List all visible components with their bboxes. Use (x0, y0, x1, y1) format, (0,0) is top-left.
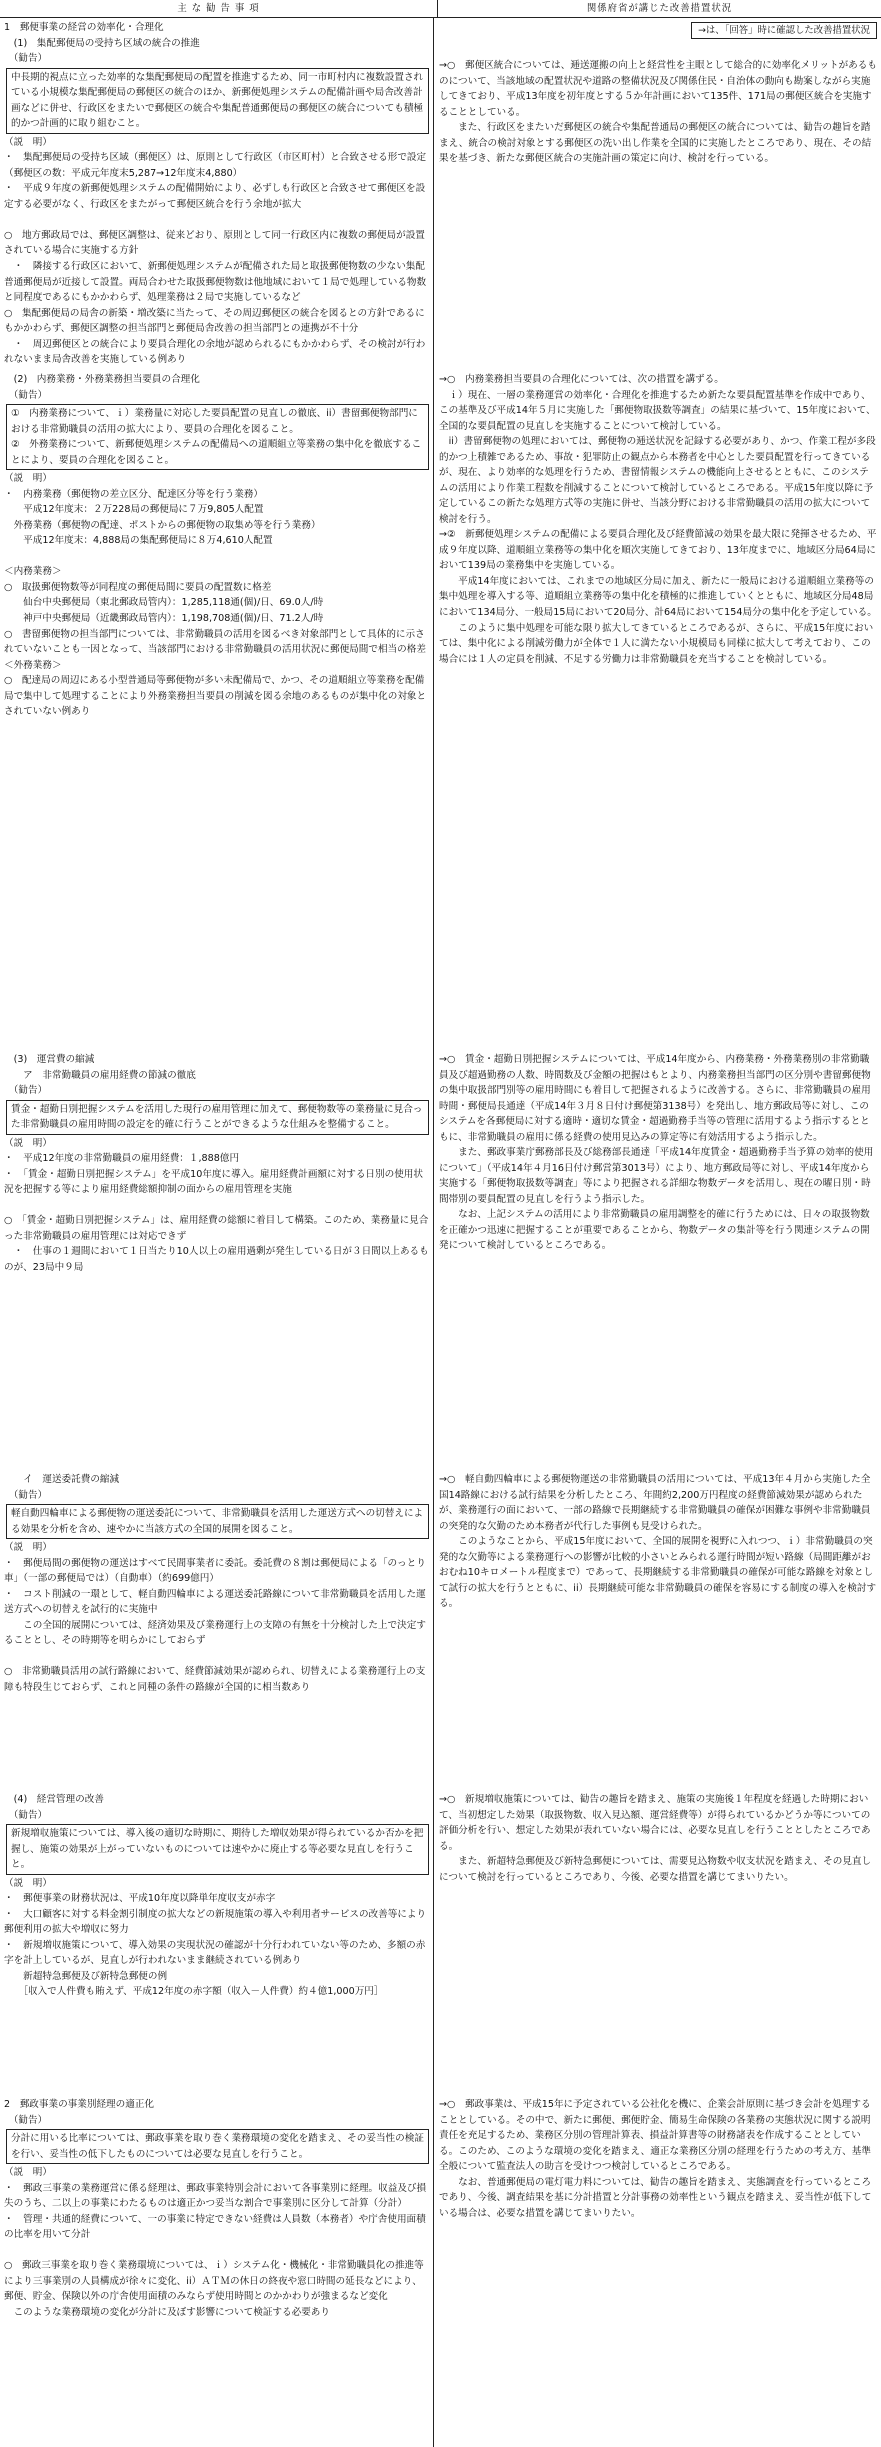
left-column-title: 主 な 勧 告 事 項 (0, 0, 438, 17)
explanation-text: （説 明） ・ 平成12年度の非常勤職員の雇用経費：１,888億円 ・ 「賃金・超勤日別把握システム」を平成10年度に導入。雇用経費計画額に対する日別の使用状況を把握する等により雇用経費総額抑制の面からの雇用管理を実施 ○ 「賃金・超勤日別把握システム」は、雇用経費の総額に着目して構築。このため、業務量に見合った非常勤職員の雇用管理には対応できず ・ 仕事の１週間において１日当たり10人以上の雇用過剰が発生している日が３日間以上あるものが、23局中９局 (4, 1137, 429, 1273)
recommendation-box: ① 内務業務について、ｉ）業務量に対応した要員配置の見直しの徹底、ii）書留郵便物部門における非常勤職員の活用の拡大により、要員の合理化を図ること。 ② 外務業務について、新郵便処理システムの配備局への道順組立等業務の集中化を徹底することにより、要員の合理化を図ること。 (6, 404, 429, 470)
section-1-4 (4, 1792, 431, 2097)
explanation-text: （説 明） ・ 郵政三事業の業務運営に係る経理は、郵政事業特別会計において各事業別に経理。収益及び損失のうち、二以上の事業にわたるものは適正かつ妥当な割合で事業別に区分して計算（分計） ・ 管理・共通的経費について、一の事業に特定できない経費は人員数（本務者）や庁舎使用面積の比率を用いて分計 ○ 郵政三事業を取り巻く業務環境については、ｉ）システム化・機械化・非常勤職員化の推進等により三事業別の人員構成が徐々に変化、ii）ＡＴＭの休日の終夜や窓口時間の延長などにより、郵便、貯金、保険以外の庁舎使用面積のみならず使用時間とのかかわりが強まるなど変化 このような業務環境の変化が分計に及ぼす影響について検証する必要あり (4, 2167, 427, 2318)
section-2 (4, 2097, 431, 2320)
section-1-3a (4, 1052, 431, 1472)
section-heading: (2) 内務業務・外務業務担当要員の合理化 （勧告） (13, 374, 200, 401)
section-heading: 2 郵政事業の事業別経理の適正化 （勧告） (4, 2099, 155, 2126)
section-1-2 (4, 372, 431, 1052)
right-column-title: 関係府省が講じた改善措置状況 (586, 3, 733, 14)
measures-column (437, 18, 881, 2447)
recommendation-box: 新規増収施策については、導入後の適切な時期に、期待した増収効果が得られているか否かを把握し、施策の効果が上がっていないものについては速やかに廃止する等必要な見直しを行うこと。 (6, 1824, 429, 1875)
recommendation-box: 分計に用いる比率については、郵政事業を取り巻く業務環境の変化を踏まえ、その妥当性の検証を行い、妥当性の低下したものについては必要な見直しを行うこと。 (6, 2129, 429, 2164)
measure-text: →○ 内務業務担当要員の合理化については、次の措置を講ずる。 ｉ）現在、一層の業務運営の効率化・合理化を推進するため新たな要員配置基準を作成中であり、この基準及び平成14年５月に実施した「郵便物取扱数等調査」の結果に基づいて、15年度において、全国的な要員配置の見直しを実施することについて検討している。 ii）書留郵便物の処理においては、郵便物の逓送状況を記録する必要があり、かつ、作業工程が多段的かつ上積雑であるため、事故・犯罪防止の観点から本務者を中心とした要員配置を行ってきているが、現在、より効率的な処理を行うため、書留情報システムの機能向上させるとともに、このシステムの活用により作業工程数を削減することについて検討しているところである。平成15年度以降に予定しているこの新たな処理方式等の実施に併せ、当該分野における非常勤職員の活用の拡大について検討を行う。 →② 新郵便処理システムの配備による要員合理化及び経費節減の効果を最大限に発揮させるため、平成９年度以降、道順組立業務等の集中化を順次実施してきており、13年度までに、地域区分局64局において139局の業務集中を実施している。 平成14年度においては、これまでの地域区分局に加え、新たに一般局における道順組立業務等の集中処理を導入する等、道順組立業務等の集中化を積極的に推進していくとともに、地域区分局48局において134局分、一般局15局において20局分、計64局において154局分の集中化を予定している。 このように集中処理を可能な限り拡大してきているところであるが、さらに、平成15年度においては、集中化による削減労働力が全体で１人に満たない小規模局も同様に拡大して考えており、この場合には１人の定員を削減、不足する労働力は非常勤職員を充当することを検討している。 (439, 374, 877, 665)
section-1-1 (4, 20, 431, 372)
measure-text: →○ 郵政事業は、平成15年に予定されている公社化を機に、企業会計原則に基づき会計を処理することとしている。その中で、新たに郵便、郵便貯金、簡易生命保険の各業務の実態状況に関する説明責任を充足するため、業務区分別の管理計算表、損益計算書等の財務諸表を作成することとしている。このため、このような環境の変化を踏まえ、適正な業務区分別の経理を行うための考え方、基準全般について監査法人の助言を受けつつ検討しているところである。 なお、普通郵便局の電灯電力料については、勧告の趣旨を踏まえ、実態調査を行っているところであり、今後、調査結果を基に分計措置と分計事務の効率性という観点を踏まえ、妥当性が低下している場合は、必要な措置を講じてまいりたい。 (439, 2099, 872, 2219)
section-heading: 1 郵便事業の経営の効率化・合理化 (1) 集配郵便局の受持ち区域の統合の推進 （勧告） (4, 22, 200, 65)
section-heading: イ 運送委託費の縮減 （勧告） (13, 1474, 120, 1501)
measure-text: →○ 軽自動四輪車による郵便物運送の非常勤職員の活用については、平成13年４月から実施した全国14路線における試行結果を分析したところ、年間約2,200万円程度の経費節減効果が認められたが、業務運行の面において、一部の路線で長期継続する非常勤職員の確保が困難な事例や非常勤職員の突発的な欠勤のため本務者が代行した事例も見受けられた。 このようなことから、平成15年度において、全国的展開を視野に入れつつ、ｉ）非常勤職員の突発的な欠勤等による業務運行への影響が比較的小さいとみられる運行時間が短い路線（局間距離がおおむね10キロメートル程度まで）であって、長期継続する非常勤職員の確保が可能な路線を対象として試行の拡大を行うとともに、ii）長期継続可能な非常勤職員の確保を容易にする制度の導入を検討する。 (439, 1474, 877, 1610)
recommendation-box: 賃金・超勤日別把握システムを活用した現行の雇用管理に加えて、郵便物数等の業務量に見合った非常勤職員の雇用時間の設定を的確に行うことができるような仕組みを整備すること。 (6, 1100, 429, 1135)
measure-text: →○ 新規増収施策については、勧告の趣旨を踏まえ、施策の実施後１年程度を経過した時期において、当初想定した効果（取扱物数、収入見込額、運営経費等）が得られているかどうか等についての評価分析を行い、想定した効果が表れていない場合には、必要な見直しを行うこととしたところである。 また、新超特急郵便及び新特急郵便については、需要見込物数や収支状況を踏まえ、その見直しについて検討を行っているところであり、今後、必要な措置を講じてまいりたい。 (439, 1794, 872, 1883)
legend-box: →は、「回答」時に確認した改善措置状況 (691, 22, 877, 39)
section-heading: (4) 経営管理の改善 （勧告） (13, 1794, 104, 1821)
recommendation-box: 軽自動四輪車による郵便物の運送委託について、非常勤職員を活用した運送方式への切替えによる効果を分析を含め、速やかに当該方式の全国的展開を図ること。 (6, 1504, 429, 1539)
measure-text: →○ 賃金・超勤日別把握システムについては、平成14年度から、内務業務・外務業務別の非常勤職員及び超過勤務の人数、時間数及び金額の把握はもとより、内務業務担当部門の区分別や書留郵便物の集中取扱部門別等の雇用時間にも着目して把握されるように改善する。さらに、非常勤職員の雇用時間・郵便局長通達（平成14年３月８日付け郵便第3138号）を発出し、地方郵政局等に対し、このシステムを各郵便局に対する適時・適切な賃金・超過勤務手当等の管理に活用するよう指示するとともに、非常勤職員の雇用に係る経費の使用見込みの算定等に有効活用するよう指示した。 また、郵政事業庁郵務部長及び総務部長通達「平成14年度賃金・超過勤務手当予算の効率的使用について」（平成14年４月16日付け郵営第3013号）により、地方郵政局等に対し、平成14年度から実施する「郵便物取扱数等調査」等により把握される詳細な物数データを活用し、現在の曜日別・時間帯別の要員配置の見直しを行うよう指示した。 なお、上記システムの活用により非常勤職員の雇用調整を的確に行うためには、日々の取扱物数を正確かつ迅速に把握することが重要であることから、物数データの集計等を行う関連システムの開発について検討しているところである。 (439, 1054, 874, 1252)
explanation-text: （説 明） ・ 内務業務（郵便物の差立区分、配達区分等を行う業務） 平成12年度末：２万228局の郵便局に７万9,805人配置 外務業務（郵便物の配達、ポストからの郵便物の取集め等を行う業務） 平成12年度末：4,888局の集配郵便局に８万4,610人配置 ＜内務業務＞ ○ 取扱郵便物数等が同程度の郵便局間に要員の配置数に格差 仙台中央郵便局（東北郵政局管内）：1,285,118通(個)/日、69.0人/時 神戸中央郵便局（近畿郵政局管内）：1,198,708通(個)/日、71.2人/時 ○ 書留郵便物の担当部門については、非常勤職員の活用を図るべき対象部門として具体的に示されていないことも一因となって、当該部門における非常勤職員の活用状況に郵便局間で相当の格差 ＜外務業務＞ ○ 配達局の周辺にある小型普通局等郵便物が多い未配備局で、かつ、その道順組立等業務を配備局で集中して処理することにより外務業務担当要員の削減を図る余地のあるものが集中化の対象とされていない例あり (4, 473, 427, 718)
table-header (0, 0, 881, 18)
explanation-text: （説 明） ・ 郵便事業の財務状況は、平成10年度以降単年度収支が赤字 ・ 大口顧客に対する料金割引制度の拡大などの新規施策の導入や利用者サービスの改善等により郵便利用の拡大や増収に努力 ・ 新規増収施策について、導入効果の実現状況の確認が十分行われていない等のため、多額の赤字を計上しているが、見直しが行われないまま継続されている例あり 新超特急郵便及び新特急郵便の例 ［収入で人件費も賄えず、平成12年度の赤字額（収入－人件費）約４億1,000万円］ (4, 1877, 427, 1998)
section-heading: (3) 運営費の縮減 ア 非常勤職員の雇用経費の節減の徹底 （勧告） (13, 1054, 196, 1097)
measure-text: →○ 郵便区統合については、逓送運搬の向上と経営性を主眼として総合的に効率化メリットがあるものについて、当該地域の配置状況や道路の整備状況及び関係住民・自治体の動向も勘案しながら実施してきており、平成13年度を初年度とする５か年計画において135件、171局の郵便区統合を実施することとしている。 また、行政区をまたいだ郵便区の統合や集配普通局の郵便区の統合については、勧告の趣旨を踏まえ、統合の検討対象とする郵便区の洗い出し作業を全国的に実施したところであり、現在、その結果を基づき、新たな郵便区統合の実施計画の策定に向け、検討を行っている。 (439, 60, 877, 165)
recommendations-column (0, 18, 434, 2447)
explanation-text: （説 明） ・ 集配郵便局の受持ち区域（郵便区）は、原則として行政区（市区町村）と合致させる形で設定（郵便区の数：平成元年度末5,287→12年度末4,880） ・ 平成９年度の新郵便処理システムの配備開始により、必ずしも行政区と合致させて郵便区を設定する必要がなく、行政区をまたがって郵便区統合を行う余地が拡大 ○ 地方郵政局では、郵便区調整は、従来どおり、原則として同一行政区内に複数の郵便局が設置されている場合に実施する方針 ・ 隣接する行政区において、新郵便処理システムが配備された局と取扱郵便物数の少ない集配普通郵便局が近接して設置。両局合わせた取扱郵便物数は他地域において１局で処理している物数と同程度であるにもかかわらず、処理業務は２局で実施しているなど ○ 集配郵便局の局舎の新築・増改築に当たって、その周辺郵便区の統合を図るとの方針であるにもかかわらず、郵便区調整の担当部門と郵便局舎改善の担当部門との連携が不十分 ・ 周辺郵便区との統合により要員合理化の余地が認められるにもかかわらず、その検討が行われないまま局舎改善を実施している例あり (4, 136, 427, 366)
section-1-3b (4, 1472, 431, 1792)
recommendation-box: 中長期的視点に立った効率的な集配郵便局の配置を推進するため、同一市町村内に複数設置されている小規模な集配郵便局の郵便区の統合のほか、新郵便処理システムの配備計画や局舎改善計画などに併せ、行政区をまたいで郵便区の統合や集配普通郵便局の郵便区の統合についても積極的かつ計画的に取り組むこと。 (6, 68, 429, 134)
explanation-text: （説 明） ・ 郵便局間の郵便物の運送はすべて民間事業者に委託。委託費の８割は郵便局による「のっとり車」（一部の郵便局では）（自動車）（約699億円） ・ コスト削減の一環として、軽自動四輪車による運送委託路線について非常勤職員を活用した運送方式への切替えを試行的に実施中 この全国的展開については、経済効果及び業務運行上の支障の有無を十分検討した上で決定することとし、その時期等を明らかにしておらず ○ 非常勤職員活用の試行路線において、経費節減効果が認められ、切替えによる業務運行上の支障も特段生じておらず、これと同種の条件の路線が全国的に相当数あり (4, 1542, 426, 1693)
